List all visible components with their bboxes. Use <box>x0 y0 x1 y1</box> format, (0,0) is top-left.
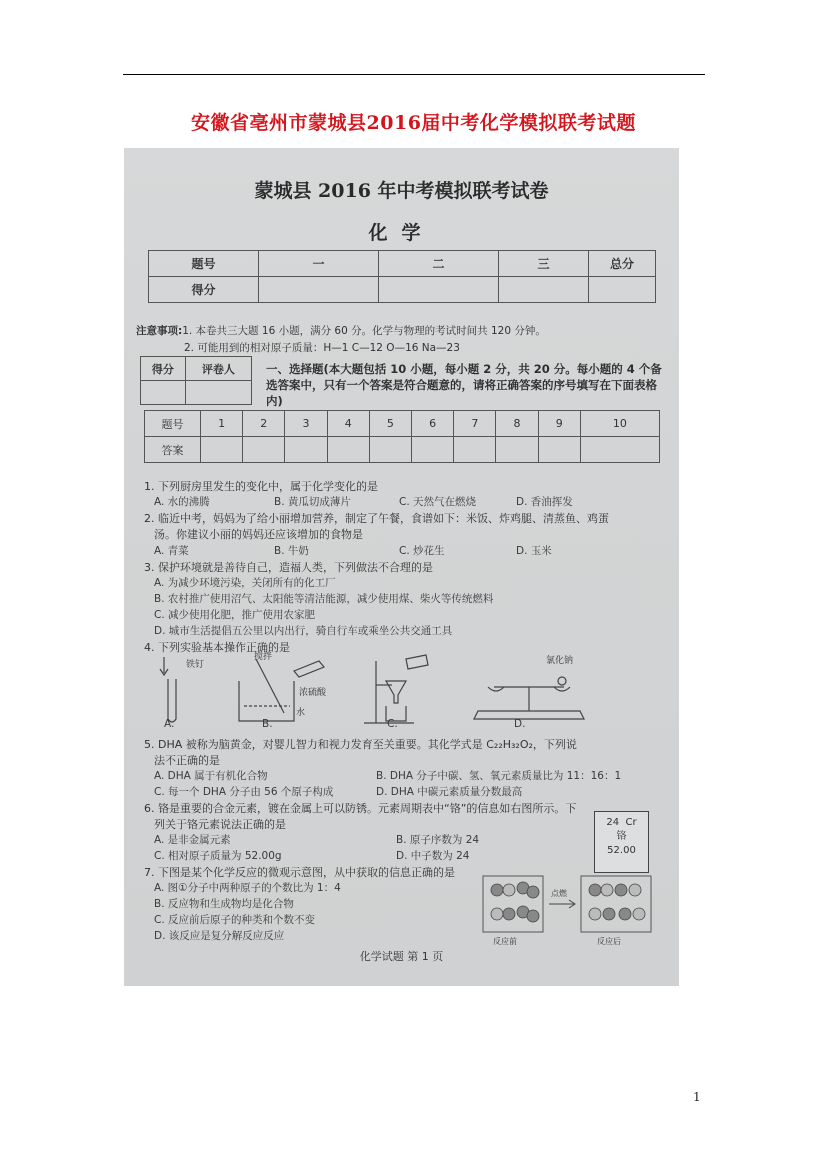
label-stir: 搅拌 <box>254 652 273 662</box>
answer-cell[interactable] <box>454 437 496 463</box>
label-nacl: 氯化钠 <box>546 656 574 666</box>
section1-heading: 一、选择题(本大题包括 10 小题，每小题 2 分，共 20 分。每小题的 4 个备选答案中，只有一个答案是符合题意的，请将正确答案的序号填写在下面表格内) <box>266 362 662 408</box>
q5-opt-c: C. 每一个 DHA 分子由 56 个原子构成 <box>154 786 334 798</box>
note-2: 2. 可能用到的相对原子质量：H—1 C—12 O—16 Na—23 <box>184 342 460 354</box>
answer-cell[interactable] <box>412 437 454 463</box>
answer-cell[interactable] <box>538 437 580 463</box>
exam-subject: 化学 <box>368 222 435 244</box>
element-mass: 52.00 <box>607 845 636 856</box>
q4-opt-d: D. <box>514 718 526 730</box>
element-number: 24 <box>606 817 620 828</box>
q3-opt-d: D. 城市生活提倡五公里以内出行，骑自行车或乘坐公共交通工具 <box>154 625 453 637</box>
answer-table <box>144 410 660 463</box>
q6-opt-d: D. 中子数为 24 <box>396 850 470 862</box>
label-nail: 铁钉 <box>186 660 205 670</box>
answer-num: 7 <box>454 411 496 437</box>
q5-opt-b: B. DHA 分子中碳、氢、氧元素质量比为 11：16：1 <box>376 770 622 782</box>
q4-opt-c: C. <box>387 718 398 730</box>
q5-stem-cont: 法不正确的是 <box>154 754 220 767</box>
answer-a-label: 答案 <box>145 437 201 463</box>
score-row-label: 得分 <box>149 277 259 303</box>
diagram-a-test-tube <box>160 657 176 722</box>
element-symbol: Cr <box>625 817 637 828</box>
score-header-3: 三 <box>499 251 589 277</box>
q3-stem: 3. 保护环境就是善待自己，造福人类，下列做法不合理的是 <box>144 561 433 574</box>
score-header-label: 题号 <box>149 251 259 277</box>
answer-num: 5 <box>369 411 411 437</box>
q4-opt-a: A. <box>164 718 175 730</box>
answer-num: 9 <box>538 411 580 437</box>
answer-num: 10 <box>580 411 659 437</box>
answer-cell[interactable] <box>243 437 285 463</box>
label-before: 反应前 <box>493 937 517 946</box>
q1-opt-b: B. 黄瓜切成薄片 <box>274 496 351 508</box>
score-header-2: 二 <box>379 251 499 277</box>
q2-opt-d: D. 玉米 <box>516 545 552 557</box>
q1-opt-d: D. 香油挥发 <box>516 496 573 508</box>
answer-cell[interactable] <box>580 437 659 463</box>
q6-stem: 6. 铬是重要的合金元素，镀在金属上可以防锈。元素周期表中“铬”的信息如右图所示。下 <box>144 802 577 815</box>
answer-num: 4 <box>327 411 369 437</box>
grader-score-cell[interactable] <box>141 381 186 405</box>
score-header-1: 一 <box>259 251 379 277</box>
q7-opt-a: A. 图①分子中两种原子的个数比为 1：4 <box>154 882 341 894</box>
answer-num: 3 <box>285 411 327 437</box>
answer-cell[interactable] <box>201 437 243 463</box>
label-after: 反应后 <box>597 937 621 946</box>
q6-opt-c: C. 相对原子质量为 52.00g <box>154 850 282 862</box>
grader-name-label: 评卷人 <box>185 357 251 381</box>
q6-opt-b: B. 原子序数为 24 <box>396 834 480 846</box>
q6-opt-a: A. 是非金属元素 <box>154 834 231 846</box>
q4-opt-b: B. <box>262 718 273 730</box>
answer-q-label: 题号 <box>145 411 201 437</box>
label-ignite: 点燃 <box>551 889 567 898</box>
score-table <box>148 250 656 303</box>
q5-opt-d: D. DHA 中碳元素质量分数最高 <box>376 786 523 798</box>
notes-label: 注意事项: <box>136 325 183 337</box>
q4-lab-diagrams <box>144 651 674 731</box>
q3-opt-b: B. 农村推广使用沼气、太阳能等清洁能源，减少使用煤、柴火等传统燃料 <box>154 593 494 605</box>
q4-stem: 4. 下列实验基本操作正确的是 <box>144 641 290 654</box>
score-cell[interactable] <box>499 277 589 303</box>
q1-stem: 1. 下列厨房里发生的变化中，属于化学变化的是 <box>144 480 378 493</box>
q1-opt-c: C. 天然气在燃烧 <box>399 496 477 508</box>
answer-cell[interactable] <box>285 437 327 463</box>
grader-name-cell[interactable] <box>185 381 251 405</box>
score-header-total: 总分 <box>589 251 656 277</box>
q6-stem-cont: 列关于铬元素说法正确的是 <box>154 818 286 831</box>
exam-page-footer: 化学试题 第 1 页 <box>359 950 444 963</box>
score-cell[interactable] <box>259 277 379 303</box>
diagram-d-balance <box>474 677 584 719</box>
note-1: 1. 本卷共三大题 16 小题，满分 60 分。化学与物理的考试时间共 120 分钟。 <box>182 325 546 337</box>
q7-opt-c: C. 反应前后原子的种类和个数不变 <box>154 914 316 926</box>
q3-opt-a: A. 为减少环境污染，关闭所有的化工厂 <box>154 577 336 589</box>
exam-paper-photo <box>124 148 679 986</box>
answer-cell[interactable] <box>496 437 538 463</box>
answer-cell[interactable] <box>369 437 411 463</box>
diagram-c-filtration <box>364 655 428 723</box>
chromium-element-card <box>594 811 649 873</box>
q2-opt-c: C. 炒花生 <box>399 545 445 557</box>
q7-opt-b: B. 反应物和生成物均是化合物 <box>154 898 294 910</box>
answer-num: 8 <box>496 411 538 437</box>
score-cell[interactable] <box>379 277 499 303</box>
header-rule <box>123 74 705 75</box>
q2-opt-a: A. 青菜 <box>154 545 189 557</box>
q3-opt-c: C. 减少使用化肥，推广使用农家肥 <box>154 609 316 621</box>
q2-opt-b: B. 牛奶 <box>274 545 309 557</box>
q2-stem-cont: 汤。你建议小丽的妈妈还应该增加的食物是 <box>154 528 363 541</box>
q1-opt-a: A. 水的沸腾 <box>154 496 210 508</box>
q5-stem: 5. DHA 被称为脑黄金，对婴儿智力和视力发育至关重要。其化学式是 C₂₂H₃₂O₂，下列说 <box>144 738 577 751</box>
element-name: 铬 <box>616 831 627 842</box>
label-acid: 浓硫酸 <box>299 688 327 698</box>
page-number: 1 <box>693 1090 701 1104</box>
q7-stem: 7. 下图是某个化学反应的微观示意图，从中获取的信息正确的是 <box>144 866 455 879</box>
answer-num: 1 <box>201 411 243 437</box>
score-cell[interactable] <box>589 277 656 303</box>
answer-cell[interactable] <box>327 437 369 463</box>
document-title: 安徽省亳州市蒙城县2016届中考化学模拟联考试题 <box>191 112 636 134</box>
answer-num: 6 <box>412 411 454 437</box>
q7-opt-d: D. 该反应是复分解反应反应 <box>154 930 285 942</box>
grader-score-label: 得分 <box>141 357 186 381</box>
q5-opt-a: A. DHA 属于有机化合物 <box>154 770 268 782</box>
grader-table <box>140 356 252 405</box>
q7-reaction-diagram <box>479 870 659 950</box>
q2-stem: 2. 临近中考，妈妈为了给小丽增加营养，制定了午餐，食谱如下：米饭、炸鸡腿、清蒸鱼、鸡蛋 <box>144 512 609 525</box>
label-water: 水 <box>296 708 306 718</box>
exam-notes <box>136 323 546 357</box>
answer-num: 2 <box>243 411 285 437</box>
exam-title: 蒙城县 2016 年中考模拟联考试卷 <box>254 180 549 202</box>
